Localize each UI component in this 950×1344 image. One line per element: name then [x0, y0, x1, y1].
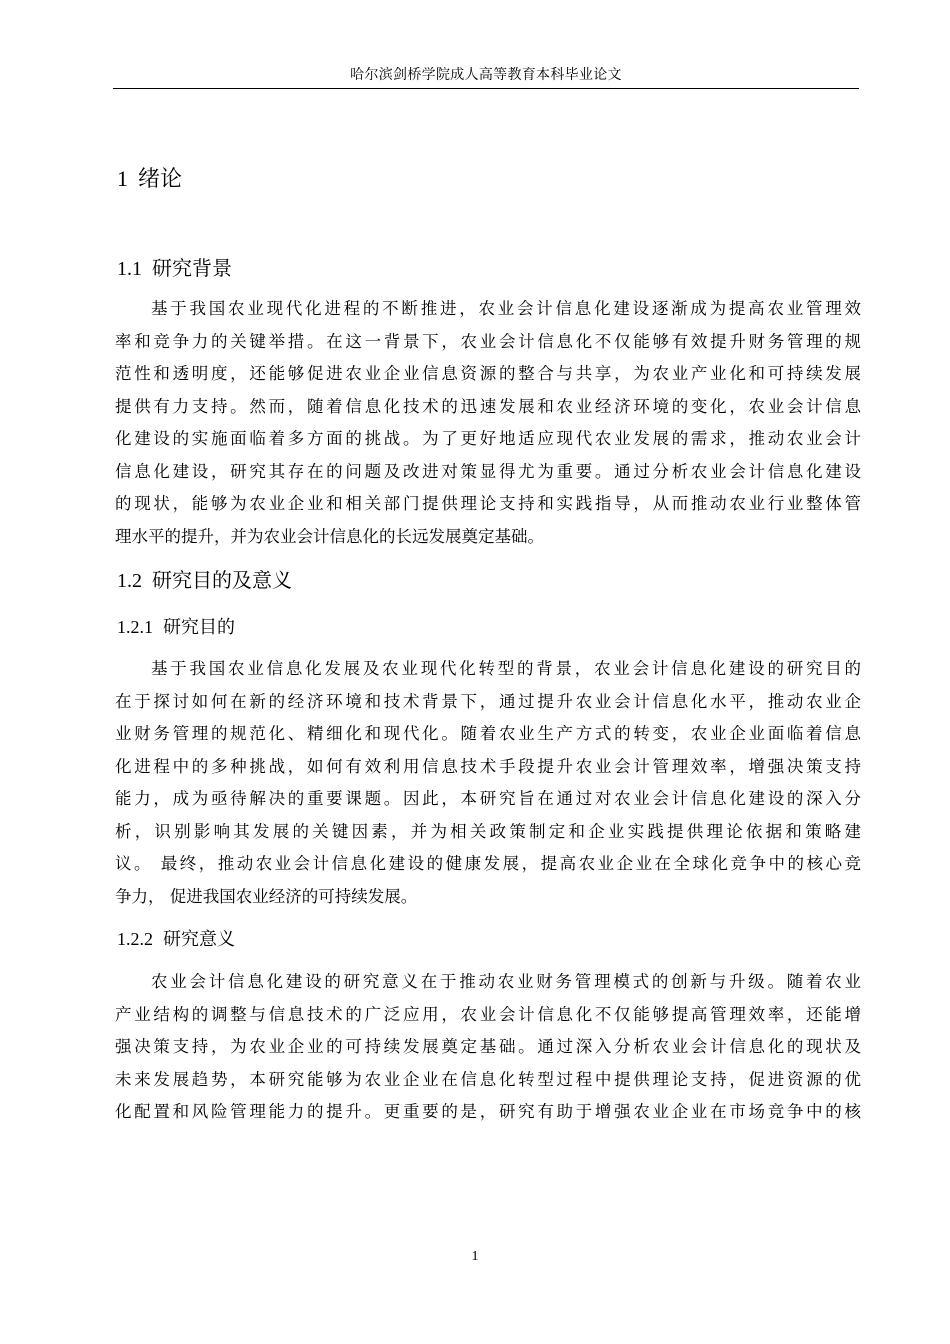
- subsection-heading-1-2-1: [117, 613, 235, 639]
- running-header: 哈尔滨剑桥学院成人高等教育本科毕业论文: [350, 67, 622, 83]
- text-line: 理水平的提升，并为农业会计信息化的长远发展奠定基础。: [115, 526, 544, 546]
- section-title: 研究目的及意义: [152, 568, 292, 592]
- text-line: 强决策支持，为农业企业的可持续发展奠定基础。通过深入分析农业会计信息化的现状及: [115, 1037, 861, 1056]
- text-line: 基于我国农业信息化发展及农业现代化转型的背景，农业会计信息化建设的研究目的: [151, 659, 861, 678]
- text-line: 在于探讨如何在新的经济环境和技术背景下，通过提升农业会计信息化水平，推动农业企: [115, 691, 861, 711]
- section-number: 1.2: [117, 570, 142, 592]
- subsection-title: 研究意义: [163, 929, 235, 950]
- subsection-title: 研究目的: [163, 617, 235, 638]
- text-line: 提供有力支持。然而，随着信息化技术的迅速发展和农业经济环境的变化，农业会计信息: [115, 396, 861, 416]
- text-line: 范性和透明度，还能够促进农业企业信息资源的整合与共享，为农业产业化和可持续发展: [115, 364, 861, 383]
- paragraph-significance: [115, 966, 861, 1129]
- text-line: 未来发展趋势，本研究能够为农业企业在信息化转型过程中提供理论支持，促进资源的优: [115, 1069, 861, 1089]
- text-line: 能力，成为亟待解决的重要课题。因此，本研究旨在通过对农业会计信息化建设的深入分: [115, 789, 861, 808]
- text-line: 化配置和风险管理能力的提升。更重要的是，研究有助于增强农业企业在市场竞争中的核: [115, 1102, 861, 1121]
- text-line: 信息化建设，研究其存在的问题及改进对策显得尤为重要。通过分析农业会计信息化建设: [115, 461, 861, 481]
- paragraph-background: [115, 293, 861, 553]
- text-line: 率和竞争力的关键举措。在这一背景下，农业会计信息化不仅能够有效提升财务管理的规: [115, 331, 861, 351]
- section-number: 1.1: [117, 258, 142, 280]
- text-line: 争力， 促进我国农业经济的可持续发展。: [115, 886, 418, 906]
- section-heading-1-1: [117, 252, 232, 281]
- text-line: 农业会计信息化建设的研究意义在于推动农业财务管理模式的创新与升级。随着农业: [151, 972, 861, 991]
- subsection-number: 1.2.1: [117, 617, 153, 637]
- chapter-title: 绪论: [138, 167, 183, 192]
- text-line: 化建设的实施面临着多方面的挑战。为了更好地适应现代农业发展的需求，推动农业会计: [115, 429, 861, 448]
- section-heading-1-2: [117, 564, 292, 593]
- subsection-number: 1.2.2: [117, 929, 153, 949]
- text-line: 析，识别影响其发展的关键因素，并为相关政策制定和企业实践提供理论依据和策略建: [115, 821, 861, 841]
- section-title: 研究背景: [152, 256, 232, 280]
- header-rule: [113, 88, 859, 89]
- chapter-heading: [117, 162, 182, 193]
- text-line: 议。 最终，推动农业会计信息化建设的健康发展，提高农业企业在全球化竞争中的核心竞: [115, 854, 861, 873]
- page-number: 1: [471, 1249, 479, 1264]
- text-line: 基于我国农业现代化进程的不断推进，农业会计信息化建设逐渐成为提高农业管理效: [151, 299, 861, 318]
- chapter-number: 1: [117, 166, 128, 191]
- text-line: 化进程中的多种挑战，如何有效利用信息技术手段提升农业会计管理效率，增强决策支持: [115, 756, 861, 776]
- text-line: 业财务管理的规范化、精细化和现代化。随着农业生产方式的转变，农业企业面临着信息: [115, 724, 861, 743]
- text-line: 产业结构的调整与信息技术的广泛应用，农业会计信息化不仅能够提高管理效率，还能增: [115, 1004, 861, 1024]
- paragraph-purpose: [115, 653, 861, 913]
- subsection-heading-1-2-2: [117, 925, 235, 951]
- text-line: 的现状，能够为农业企业和相关部门提供理论支持和实践指导，从而推动农业行业整体管: [115, 494, 861, 513]
